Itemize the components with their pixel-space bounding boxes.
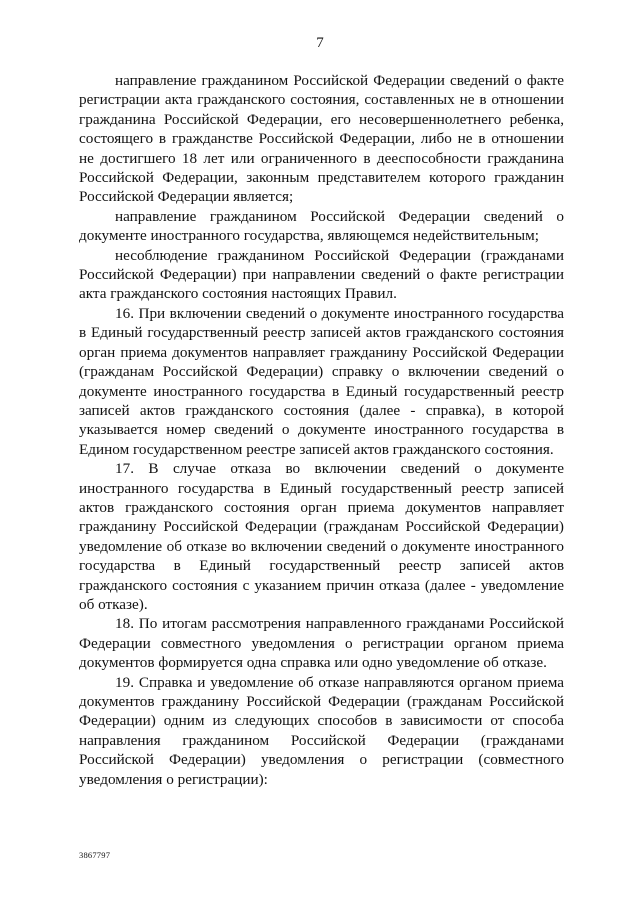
paragraph-18: 18. По итогам рассмотрения направленного гражданами Российской Федерации совместного уведомления о регистрации органом приема документов формируется одна справка или одно уведомление об отказе. xyxy=(79,615,564,672)
document-code: 3867797 xyxy=(79,850,111,860)
paragraph-rules-violation: несоблюдение гражданином Российской Федерации (гражданами Российской Федерации) при направлении сведений о факте регистрации акта гражданского состояния настоящих Правил. xyxy=(79,246,564,303)
paragraph-19: 19. Справка и уведомление об отказе направляются органом приема документов гражданину Российской Федерации (гражданам Российской Федерации) одним из следующих способов в зависимости от способа направления гражданином Российской Федерации (гражданами Российской Федерации) уведомления о регистрации (совместного уведомления о регистрации): xyxy=(79,673,564,788)
paragraph-17: 17. В случае отказа во включении сведений о документе иностранного государства в Единый государственный реестр записей актов гражданского состояния орган приема документов направляет гражданину Российской Федерации (гражданам Российской Федерации) уведомление об отказе во включении сведений о документе иностранного государства в Единый государственный реестр записей актов гражданского состояния с указанием причин отказа (далее - уведомление об отказе). xyxy=(79,460,564,613)
page-number: 7 xyxy=(316,35,324,51)
paragraph-16: 16. При включении сведений о документе иностранного государства в Единый государственный реестр записей актов гражданского состояния орган приема документов направляет гражданину Российской Федерации (гражданам Российской Федерации) справку о включении сведений о документе иностранного государства в Единый государственный реестр записей актов гражданского состояния (далее - справка), в которой указывается номер сведений о документе иностранного государства в Едином государственном реестре записей актов гражданского состояния. xyxy=(79,304,564,458)
paragraph-registration-not-citizen: направление гражданином Российской Федерации сведений о факте регистрации акта гражданского состояния, составленных не в отношении гражданина Российской Федерации, его несовершеннолетнего ребенка, состоящего в гражданстве Российской Федерации, либо не в отношении не достигшего 18 лет или ограниченного в дееспособности гражданина Российской Федерации, законным представителем которого гражданин Российской Федерации является; xyxy=(79,72,564,206)
document-body xyxy=(79,71,564,789)
paragraph-invalid-document: направление гражданином Российской Федерации сведений о документе иностранного государства, являющемся недействительным; xyxy=(79,207,564,245)
